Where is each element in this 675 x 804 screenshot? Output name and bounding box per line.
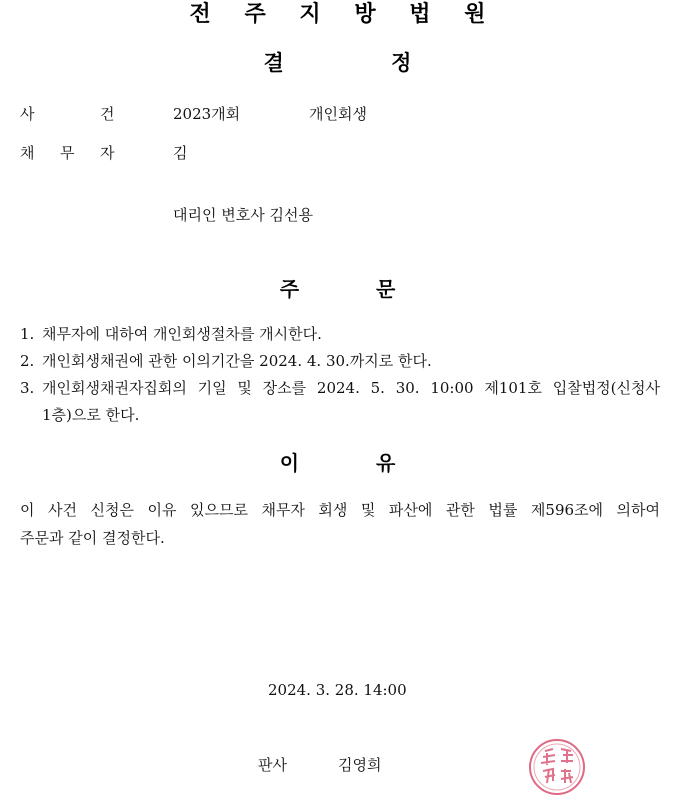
order-item-continuation: 1층)으로 한다. [42, 406, 140, 424]
judge-seal-stamp [525, 733, 589, 799]
attorney: 대리인 변호사 김선용 [173, 206, 313, 224]
debtor-label-char: 채 [20, 144, 35, 162]
judge-label: 판사 [258, 756, 287, 774]
order-heading-char: 문 [375, 277, 396, 301]
court-title-char: 전 [189, 2, 211, 27]
reason-heading-char: 이 [279, 451, 300, 475]
reason-text-line: 주문과 같이 결정한다. [20, 529, 165, 547]
reason-heading [0, 448, 675, 478]
document-type [0, 48, 675, 78]
judge-name: 김영희 [338, 756, 382, 774]
order-item-number: 3. [20, 379, 35, 397]
case-type: 개인회생 [309, 105, 367, 123]
order-item-text: 개인회생채권자집회의 기일 및 장소를 2024. 5. 30. 10:00 제101호 입찰법정(신청사 [42, 379, 660, 397]
debtor-label-char: 자 [100, 144, 115, 162]
reason-text-line: 이 사건 신청은 이유 있으므로 채무자 회생 및 파산에 관한 법률 제596조에 의하여 [20, 501, 660, 519]
order-heading [0, 274, 675, 304]
document-type-char: 결 [263, 51, 284, 75]
debtor-name: 김 [173, 144, 188, 162]
decision-datetime: 2024. 3. 28. 14:00 [268, 681, 407, 699]
case-label-char: 사 [20, 105, 35, 123]
document-type-char: 정 [391, 51, 412, 75]
court-title-char: 법 [409, 2, 431, 27]
court-title [0, 0, 675, 30]
court-title-char: 방 [354, 2, 376, 27]
order-item-number: 2. [20, 352, 35, 370]
order-item-text: 채무자에 대하여 개인회생절차를 개시한다. [42, 325, 322, 343]
order-item-number: 1. [20, 325, 35, 343]
court-title-char: 원 [464, 2, 486, 27]
case-label-char: 건 [100, 105, 115, 123]
order-heading-char: 주 [279, 277, 300, 301]
order-item-text: 개인회생채권에 관한 이의기간을 2024. 4. 30.까지로 한다. [42, 352, 432, 370]
debtor-label-char: 무 [60, 144, 75, 162]
court-title-char: 지 [299, 2, 321, 27]
case-number: 2023개회 [173, 105, 241, 123]
court-title-char: 주 [244, 2, 266, 27]
reason-heading-char: 유 [375, 451, 396, 475]
